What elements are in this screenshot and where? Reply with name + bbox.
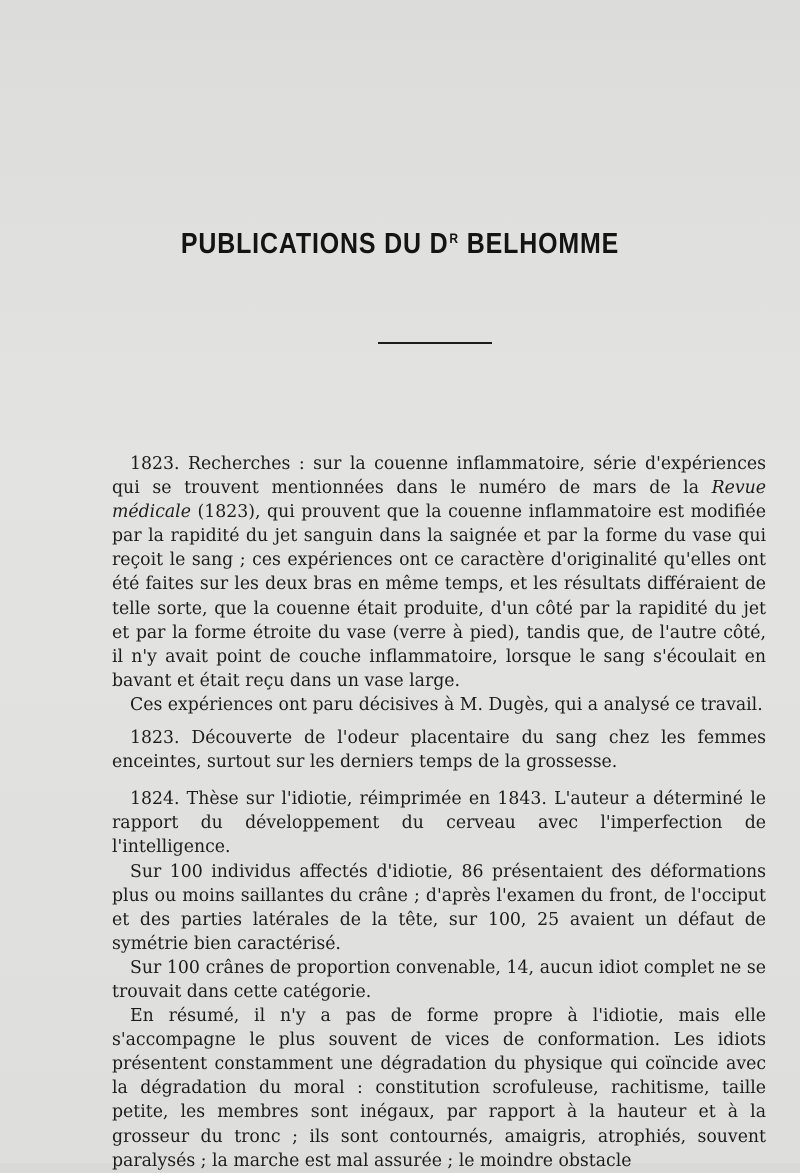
p1-text-end: (1823), qui prouvent que la couenne inflammatoire est modifiée par la rapidité du jet sanguin dans la saignée et par la forme du vase qui reçoit le sang ; ces expériences ont ce caractère d'originalité qu'elles ont été faites sur les deux bras en même temps, et les résultats différaient de telle sorte, que la couenne était produite, d'un côté par la rapidité du jet et par la forme étroite du vase (verre à pied), tandis que, de l'autre côté, il n'y avait point de couche inflammatoire, lorsque le sang s'écoulait en bavant et était reçu dans un vase large. bbox=[112, 502, 766, 691]
p1-text-start: 1823. Recherches : sur la couenne inflammatoire, série d'expériences qui se trouvent mentionnées dans le numéro de mars de la bbox=[112, 454, 766, 499]
title-superscript: R bbox=[449, 230, 459, 246]
body-text bbox=[112, 452, 766, 1173]
paragraph-idiotie-stats: Sur 100 individus affectés d'idiotie, 86 présentaient des déformations plus ou moins saillantes du crâne ; d'après l'examen du front, de l'occiput et des parties latérales de la tête, sur 100, 25 avaient un défaut de symétrie bien caractérisé. bbox=[112, 861, 766, 954]
paragraph-resume: En résumé, il n'y a pas de forme propre à l'idiotie, mais elle s'accompagne le plus souvent de vices de conformation. Les idiots présentent constamment une dégradation du physique qui coïncide avec la dégradation du moral : constitution scrofuleuse, rachitisme, taille petite, les membres sont inégaux, par rapport à la hauteur et à la grosseur du tronc ; ils sont contournés, amaigris, atrophiés, souvent paralysés ; la marche est mal assurée ; le moindre obstacle bbox=[112, 1006, 766, 1171]
paragraph-1824-these: 1824. Thèse sur l'idiotie, réimprimée en 1843. L'auteur a déterminé le rapport du développement du cerveau avec l'imperfection de l'intelligence. bbox=[112, 789, 766, 858]
paragraph-1823-couenne bbox=[112, 452, 766, 693]
title-main: PUBLICATIONS DU D bbox=[180, 228, 449, 260]
paragraph-duges: Ces expériences ont paru décisives à M. Dugès, qui a analysé ce travail. bbox=[130, 694, 763, 715]
paragraph-cranes: Sur 100 crânes de proportion convenable, 14, aucun idiot complet ne se trouvait dans cette catégorie. bbox=[112, 957, 766, 1002]
paragraph-1823-odeur: 1823. Découverte de l'odeur placentaire du sang chez les femmes enceintes, surtout sur les derniers temps de la grossesse. bbox=[112, 728, 766, 773]
journal-title: Revue médicale bbox=[112, 478, 766, 523]
page-title bbox=[56, 228, 744, 261]
title-end: BELHOMME bbox=[458, 228, 620, 260]
title-divider bbox=[378, 342, 492, 344]
